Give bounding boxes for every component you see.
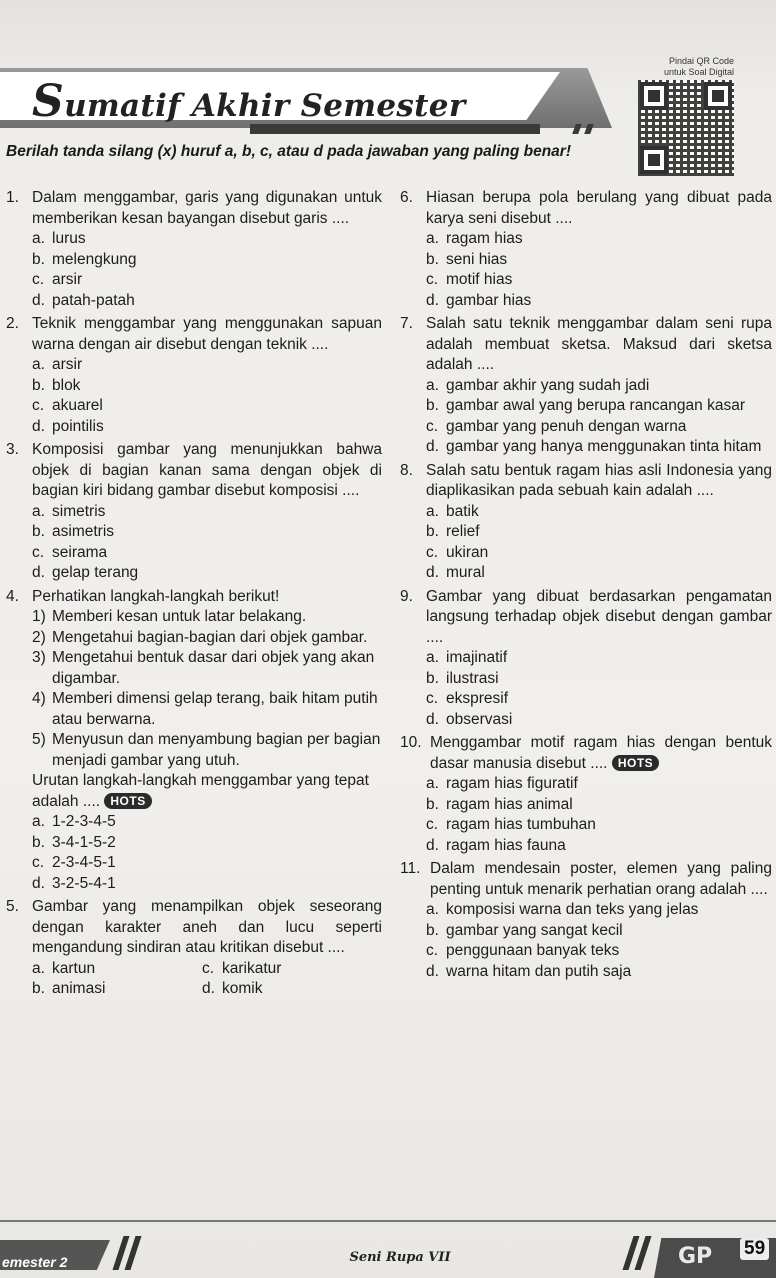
- option-b[interactable]: b. 3-4-1-5-2: [32, 833, 116, 851]
- option-b[interactable]: b. ragam hias animal: [426, 795, 573, 813]
- footer-subject: Seni Rupa VII: [349, 1250, 451, 1265]
- question-3: 3. Komposisi gambar yang menunjukkan bahwa objek di bagian kanan sama dengan objek di bagian kiri bidang gambar disebut komposisi .... a. simetris b. asimetris c. seirama d. gelap terang: [6, 440, 382, 584]
- option-c[interactable]: c. seirama: [32, 543, 108, 561]
- option-b[interactable]: b. ilustrasi: [426, 669, 499, 687]
- option-b[interactable]: b. asimetris: [32, 523, 115, 540]
- step-item: 3) Mengetahui bentuk dasar dari objek yang akan digambar.: [32, 649, 375, 687]
- option-b[interactable]: b. relief: [426, 523, 480, 540]
- footer-divider: [0, 1220, 776, 1222]
- question-text: Hiasan berupa pola berulang yang dibuat pada karya seni disebut ....: [426, 189, 772, 227]
- question-text: Gambar yang menampilkan objek seseorang dengan karakter aneh dan lucu seperti mengandung sindiran atau kritikan disebut ....: [32, 898, 382, 956]
- title-stripe: [250, 124, 540, 134]
- option-c[interactable]: c. gambar yang penuh dengan warna: [426, 417, 687, 435]
- question-9: 9. Gambar yang dibuat berdasarkan pengamatan langsung terhadap objek disebut dengan gambar .... a. imajinatif b. ilustrasi c. ekspresif d. observasi: [400, 587, 772, 731]
- option-a[interactable]: a. arsir: [32, 356, 83, 373]
- option-c[interactable]: c. arsir: [32, 271, 83, 288]
- step-item: 5) Menyusun dan menyambung bagian per bagian menjadi gambar yang utuh.: [32, 731, 381, 769]
- qr-code-icon[interactable]: [638, 80, 734, 176]
- left-column: [6, 188, 382, 1000]
- question-11: 11. Dalam mendesain poster, elemen yang paling penting untuk menarik perhatian orang adalah .... a. komposisi warna dan teks yang jelas b. gambar yang sangat kecil c. penggunaan banyak teks d. warna hitam dan putih saja: [400, 859, 772, 982]
- option-d[interactable]: d. observasi: [426, 710, 513, 728]
- option-d[interactable]: d. komik: [202, 980, 263, 997]
- option-d[interactable]: d. ragam hias fauna: [426, 836, 566, 854]
- option-a[interactable]: a. batik: [426, 502, 479, 520]
- option-b[interactable]: b. gambar yang sangat kecil: [426, 921, 623, 939]
- question-1: 1. Dalam menggambar, garis yang digunakan untuk memberikan kesan bayangan disebut garis .... a. lurus b. melengkung c. arsir d. patah-patah: [6, 188, 382, 311]
- question-text: Gambar yang dibuat berdasarkan pengamatan langsung terhadap objek disebut dengan gambar ....: [426, 587, 772, 646]
- option-a[interactable]: a. 1-2-3-4-5: [32, 813, 116, 830]
- option-c[interactable]: c. 2-3-4-5-1: [32, 854, 116, 871]
- question-text: Teknik menggambar yang menggunakan sapuan warna dengan air disebut dengan teknik ....: [32, 315, 382, 353]
- option-c[interactable]: c. penggunaan banyak teks: [426, 942, 620, 959]
- option-d[interactable]: d. warna hitam dan putih saja: [426, 962, 632, 980]
- page-number: 59: [740, 1238, 769, 1260]
- option-a[interactable]: a. ragam hias: [426, 230, 523, 247]
- question-text: Dalam menggambar, garis yang digunakan untuk memberikan kesan bayangan disebut garis ....: [32, 189, 382, 227]
- question-text: Salah satu teknik menggambar dalam seni rupa adalah membuat sketsa. Maksud dari sketsa adalah ....: [426, 315, 772, 373]
- question-6: 6. Hiasan berupa pola berulang yang dibuat pada karya seni disebut .... a. ragam hias b. seni hias c. motif hias d. gambar hias: [400, 188, 772, 311]
- option-c[interactable]: c. motif hias: [426, 271, 513, 288]
- option-a[interactable]: a. kartun: [32, 959, 96, 977]
- option-c[interactable]: c. ragam hias tumbuhan: [426, 816, 596, 833]
- step-item: 4) Memberi dimensi gelap terang, baik hitam putih atau berwarna.: [32, 690, 378, 728]
- option-d[interactable]: d. 3-2-5-4-1: [32, 874, 116, 892]
- step-item: 2) Mengetahui bagian-bagian dari objek gambar.: [32, 628, 368, 646]
- option-a[interactable]: a. lurus: [32, 230, 86, 247]
- page-title: Sumatif Akhir Semester: [32, 76, 466, 127]
- question-4: 4. Perhatikan langkah-langkah berikut! 1) Memberi kesan untuk latar belakang. 2) Mengetahui bagian-bagian dari objek gambar. 3) Mengetahui bentuk dasar dari objek yang akan digambar. 4) Memberi dimensi gelap terang, baik hitam putih atau berwarna. 5) Menyusun dan menyambung bagian per bagian menjadi gambar yang utuh. Urutan langkah-langkah menggambar yang tepat adalah .... HOTS a. 1-2-3-4-5 b. 3-4-1-5-2 c. 2-3-4-5-1 d. 3-2-5-4-1: [6, 587, 382, 895]
- right-column: [400, 188, 772, 982]
- publisher-logo-icon: GP: [678, 1244, 713, 1269]
- option-b[interactable]: b. seni hias: [426, 250, 508, 268]
- question-text: Perhatikan langkah-langkah berikut!: [32, 587, 280, 605]
- hots-badge: HOTS: [612, 755, 659, 771]
- question-10: 10. Menggambar motif ragam hias dengan bentuk dasar manusia disebut .... HOTS a. ragam hias figuratif b. ragam hias animal c. ragam hias tumbuhan d. ragam hias fauna: [400, 733, 772, 856]
- hots-badge: HOTS: [104, 793, 151, 809]
- option-d[interactable]: d. gambar hias: [426, 291, 532, 309]
- qr-finder-icon: [640, 82, 668, 110]
- option-b[interactable]: b. gambar awal yang berupa rancangan kasar: [426, 397, 745, 414]
- question-text: Komposisi gambar yang menunjukkan bahwa objek di bagian kanan sama dengan objek di bagian kiri bidang gambar disebut komposisi ....: [32, 441, 382, 499]
- option-c[interactable]: c. ukiran: [426, 543, 489, 561]
- option-d[interactable]: d. mural: [426, 564, 485, 581]
- question-ask: Urutan langkah-langkah menggambar yang tepat adalah .... HOTS: [32, 772, 369, 810]
- option-d[interactable]: d. gambar yang hanya menggunakan tinta hitam: [426, 438, 762, 455]
- option-a[interactable]: a. gambar akhir yang sudah jadi: [426, 376, 650, 394]
- step-item: 1) Memberi kesan untuk latar belakang.: [32, 608, 307, 625]
- option-c[interactable]: c. karikatur: [202, 959, 282, 977]
- question-2: 2. Teknik menggambar yang menggunakan sapuan warna dengan air disebut dengan teknik .... a. arsir b. blok c. akuarel d. pointilis: [6, 314, 382, 437]
- instruction-text: Berilah tanda silang (x) huruf a, b, c, atau d pada jawaban yang paling benar!: [6, 143, 571, 160]
- qr-section: [632, 56, 738, 176]
- option-a[interactable]: a. simetris: [32, 502, 106, 520]
- question-text: Menggambar motif ragam hias dengan bentuk dasar manusia disebut .... HOTS: [430, 734, 772, 772]
- question-text: Dalam mendesain poster, elemen yang paling penting untuk menarik perhatian orang adalah ....: [430, 860, 772, 898]
- option-b[interactable]: b. blok: [32, 376, 81, 394]
- qr-finder-icon: [704, 82, 732, 110]
- question-7: 7. Salah satu teknik menggambar dalam seni rupa adalah membuat sketsa. Maksud dari sketsa adalah .... a. gambar akhir yang sudah jadi b. gambar awal yang berupa rancangan kasar c. gambar yang penuh dengan warna d. gambar yang hanya menggunakan tinta hitam: [400, 314, 772, 458]
- option-a[interactable]: a. ragam hias figuratif: [426, 775, 578, 792]
- question-text: Salah satu bentuk ragam hias asli Indonesia yang diaplikasikan pada sebuah kain adalah ....: [426, 461, 772, 499]
- option-d[interactable]: d. pointilis: [32, 417, 104, 435]
- question-8: 8. Salah satu bentuk ragam hias asli Indonesia yang diaplikasikan pada sebuah kain adalah .... a. batik b. relief c. ukiran d. mural: [400, 461, 772, 584]
- option-b[interactable]: b. animasi: [32, 980, 106, 997]
- option-c[interactable]: c. ekspresif: [426, 690, 509, 707]
- footer-semester-label: emester 2: [2, 1254, 68, 1270]
- qr-label: Pindai QR Code untuk Soal Digital: [663, 56, 734, 77]
- option-a[interactable]: a. komposisi warna dan teks yang jelas: [426, 901, 699, 918]
- option-d[interactable]: d. patah-patah: [32, 291, 135, 309]
- qr-finder-icon: [640, 146, 668, 174]
- option-b[interactable]: b. melengkung: [32, 250, 137, 268]
- option-c[interactable]: c. akuarel: [32, 397, 103, 414]
- option-d[interactable]: d. gelap terang: [32, 564, 139, 581]
- option-a[interactable]: a. imajinatif: [426, 649, 508, 666]
- question-5: 5. Gambar yang menampilkan objek seseorang dengan karakter aneh dan lucu seperti mengandung sindiran atau kritikan disebut .... a. kartun c. karikatur b. animasi d. komik: [6, 897, 382, 1000]
